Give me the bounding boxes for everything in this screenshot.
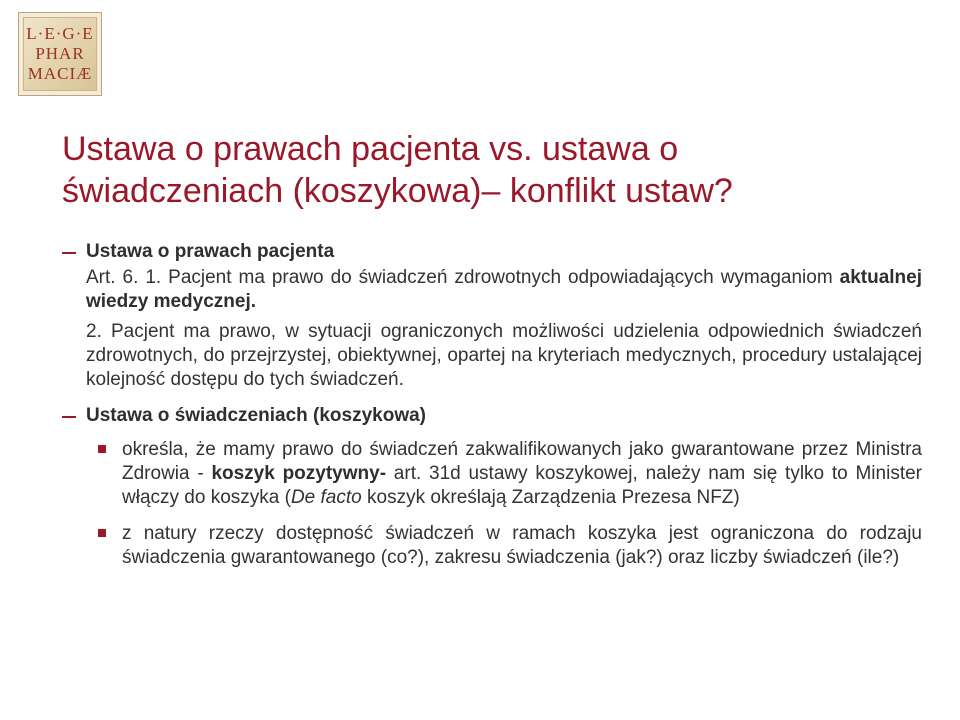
title-line-2: świadczeniach (koszykowa)– konflikt ustaw? [62,172,733,210]
article-6-paragraph-1 [62,266,922,314]
dash-marker [62,252,76,254]
logo-line-3: MACIÆ [27,64,93,83]
bullet-list [62,438,922,570]
bullet-text: art. 31d ustawy koszykowej, należy nam się tylko to Minister włączy do koszyka ( [122,463,922,508]
paragraph-text: Art. 6. 1. Pacjent ma prawo do świadczeń zdrowotnych odpowiadających wymaganiom [86,267,840,288]
section-heading-label: Ustawa o prawach pacjenta [86,241,335,262]
slide-body [62,240,922,570]
logo-line-1: L·E·G·E [26,24,94,43]
bullet-italic-text: De facto [290,487,362,508]
square-bullet-icon [98,529,106,537]
slide-title [62,128,922,212]
article-6-paragraph-2: 2. Pacjent ma prawo, w sytuacji ograniczonych możliwości udzielenia odpowiednich świadczeń zdrowotnych, do przejrzystej, obiektywnej, opartej na kryteriach medycznych, procedury ustalającej kolejność dostępu do tych świadczeń. [86,321,922,390]
bullet-item-guaranteed-services [62,438,922,510]
dash-marker [62,416,76,418]
section-heading-basket-act [62,404,922,428]
paragraph-bold-text: aktualnej wiedzy medycznej. [86,267,922,312]
bullet-item-limited-availability [62,522,922,570]
bullet-bold-text: koszyk pozytywny- [211,463,387,484]
bullet-text: koszyk określają Zarządzenia Prezesa NFZ) [361,487,740,508]
section-heading-patient-rights [62,240,922,264]
bullet-text: określa, że mamy prawo do świadczeń zakwalifikowanych jako gwarantowane przez Ministra Zdrowia - [122,439,922,484]
square-bullet-icon [98,445,106,453]
logo-line-2: PHAR [35,44,85,63]
title-line-1: Ustawa o prawach pacjenta vs. ustawa o [62,130,679,168]
bullet-text: z natury rzeczy dostępność świadczeń w ramach koszyka jest ograniczona do rodzaju świadczenia gwarantowanego (co?), zakresu świadczenia (jak?) oraz liczby świadczeń (ile?) [122,523,922,568]
section-heading-label: Ustawa o świadczeniach (koszykowa) [86,405,427,426]
lege-pharmaciae-logo [18,12,102,96]
